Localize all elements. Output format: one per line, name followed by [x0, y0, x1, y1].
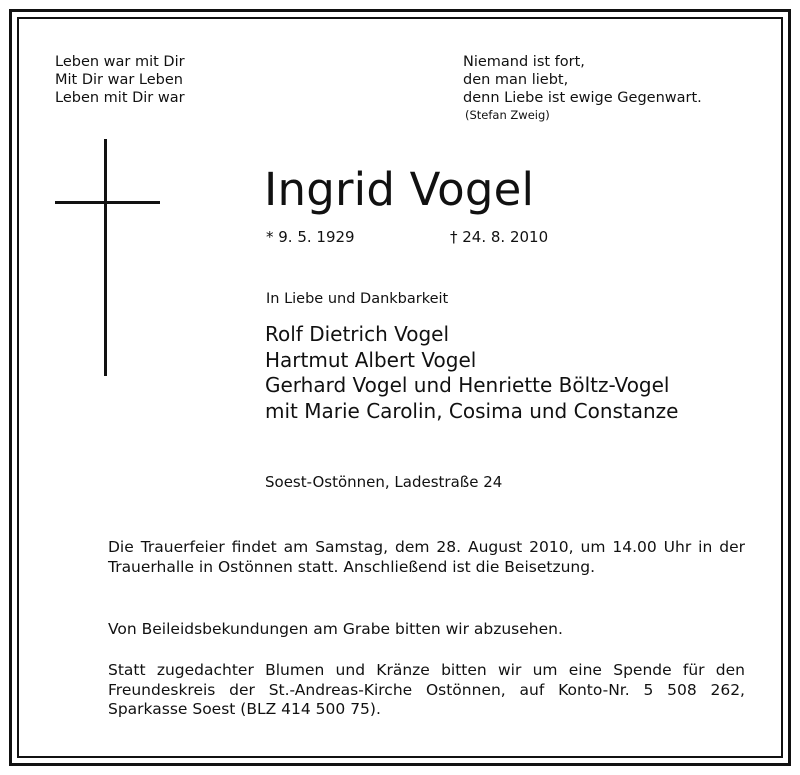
poem-right	[463, 53, 702, 124]
deceased-name: Ingrid Vogel	[264, 163, 535, 216]
mourner-line: Rolf Dietrich Vogel	[265, 322, 450, 346]
mourner-line: mit Marie Carolin, Cosima und Constanze	[265, 398, 679, 423]
death-date: † 24. 8. 2010	[450, 228, 549, 246]
poem-right-line: den man liebt,	[463, 72, 569, 88]
mourners-list	[265, 322, 679, 424]
poem-right-line: denn Liebe ist ewige Gegenwart.	[463, 90, 702, 106]
poem-left-line: Mit Dir war Leben	[55, 72, 183, 88]
poem-attribution: (Stefan Zweig)	[465, 108, 550, 122]
dedication: In Liebe und Dankbarkeit	[266, 291, 449, 307]
cross-icon-horizontal-bar	[55, 201, 160, 204]
poem-right-line: Niemand ist fort,	[463, 54, 585, 70]
funeral-service-paragraph: Die Trauerfeier findet am Samstag, dem 28. August 2010, um 14.00 Uhr in der Trauerhalle in Ostönnen statt. Anschließend ist die Beisetzung.	[108, 538, 745, 576]
birth-date: * 9. 5. 1929	[266, 228, 355, 246]
donation-paragraph: Statt zugedachter Blumen und Kränze bitten wir um eine Spende für den Freundeskreis der St.-Andreas-Kirche Ostönnen, auf Konto-Nr. 5 508 262, Sparkasse Soest (BLZ 414 500 75).	[108, 661, 745, 718]
mourner-line: Gerhard Vogel und Henriette Böltz-Vogel	[265, 373, 670, 397]
poem-left-line: Leben mit Dir war	[55, 90, 185, 106]
mourner-line: Hartmut Albert Vogel	[265, 347, 477, 372]
poem-left	[55, 53, 185, 107]
condolences-paragraph: Von Beileidsbekundungen am Grabe bitten wir abzusehen.	[108, 620, 563, 638]
poem-left-line: Leben war mit Dir	[55, 54, 185, 70]
family-address: Soest-Ostönnen, Ladestraße 24	[265, 473, 503, 491]
cross-icon-vertical-bar	[104, 139, 107, 376]
